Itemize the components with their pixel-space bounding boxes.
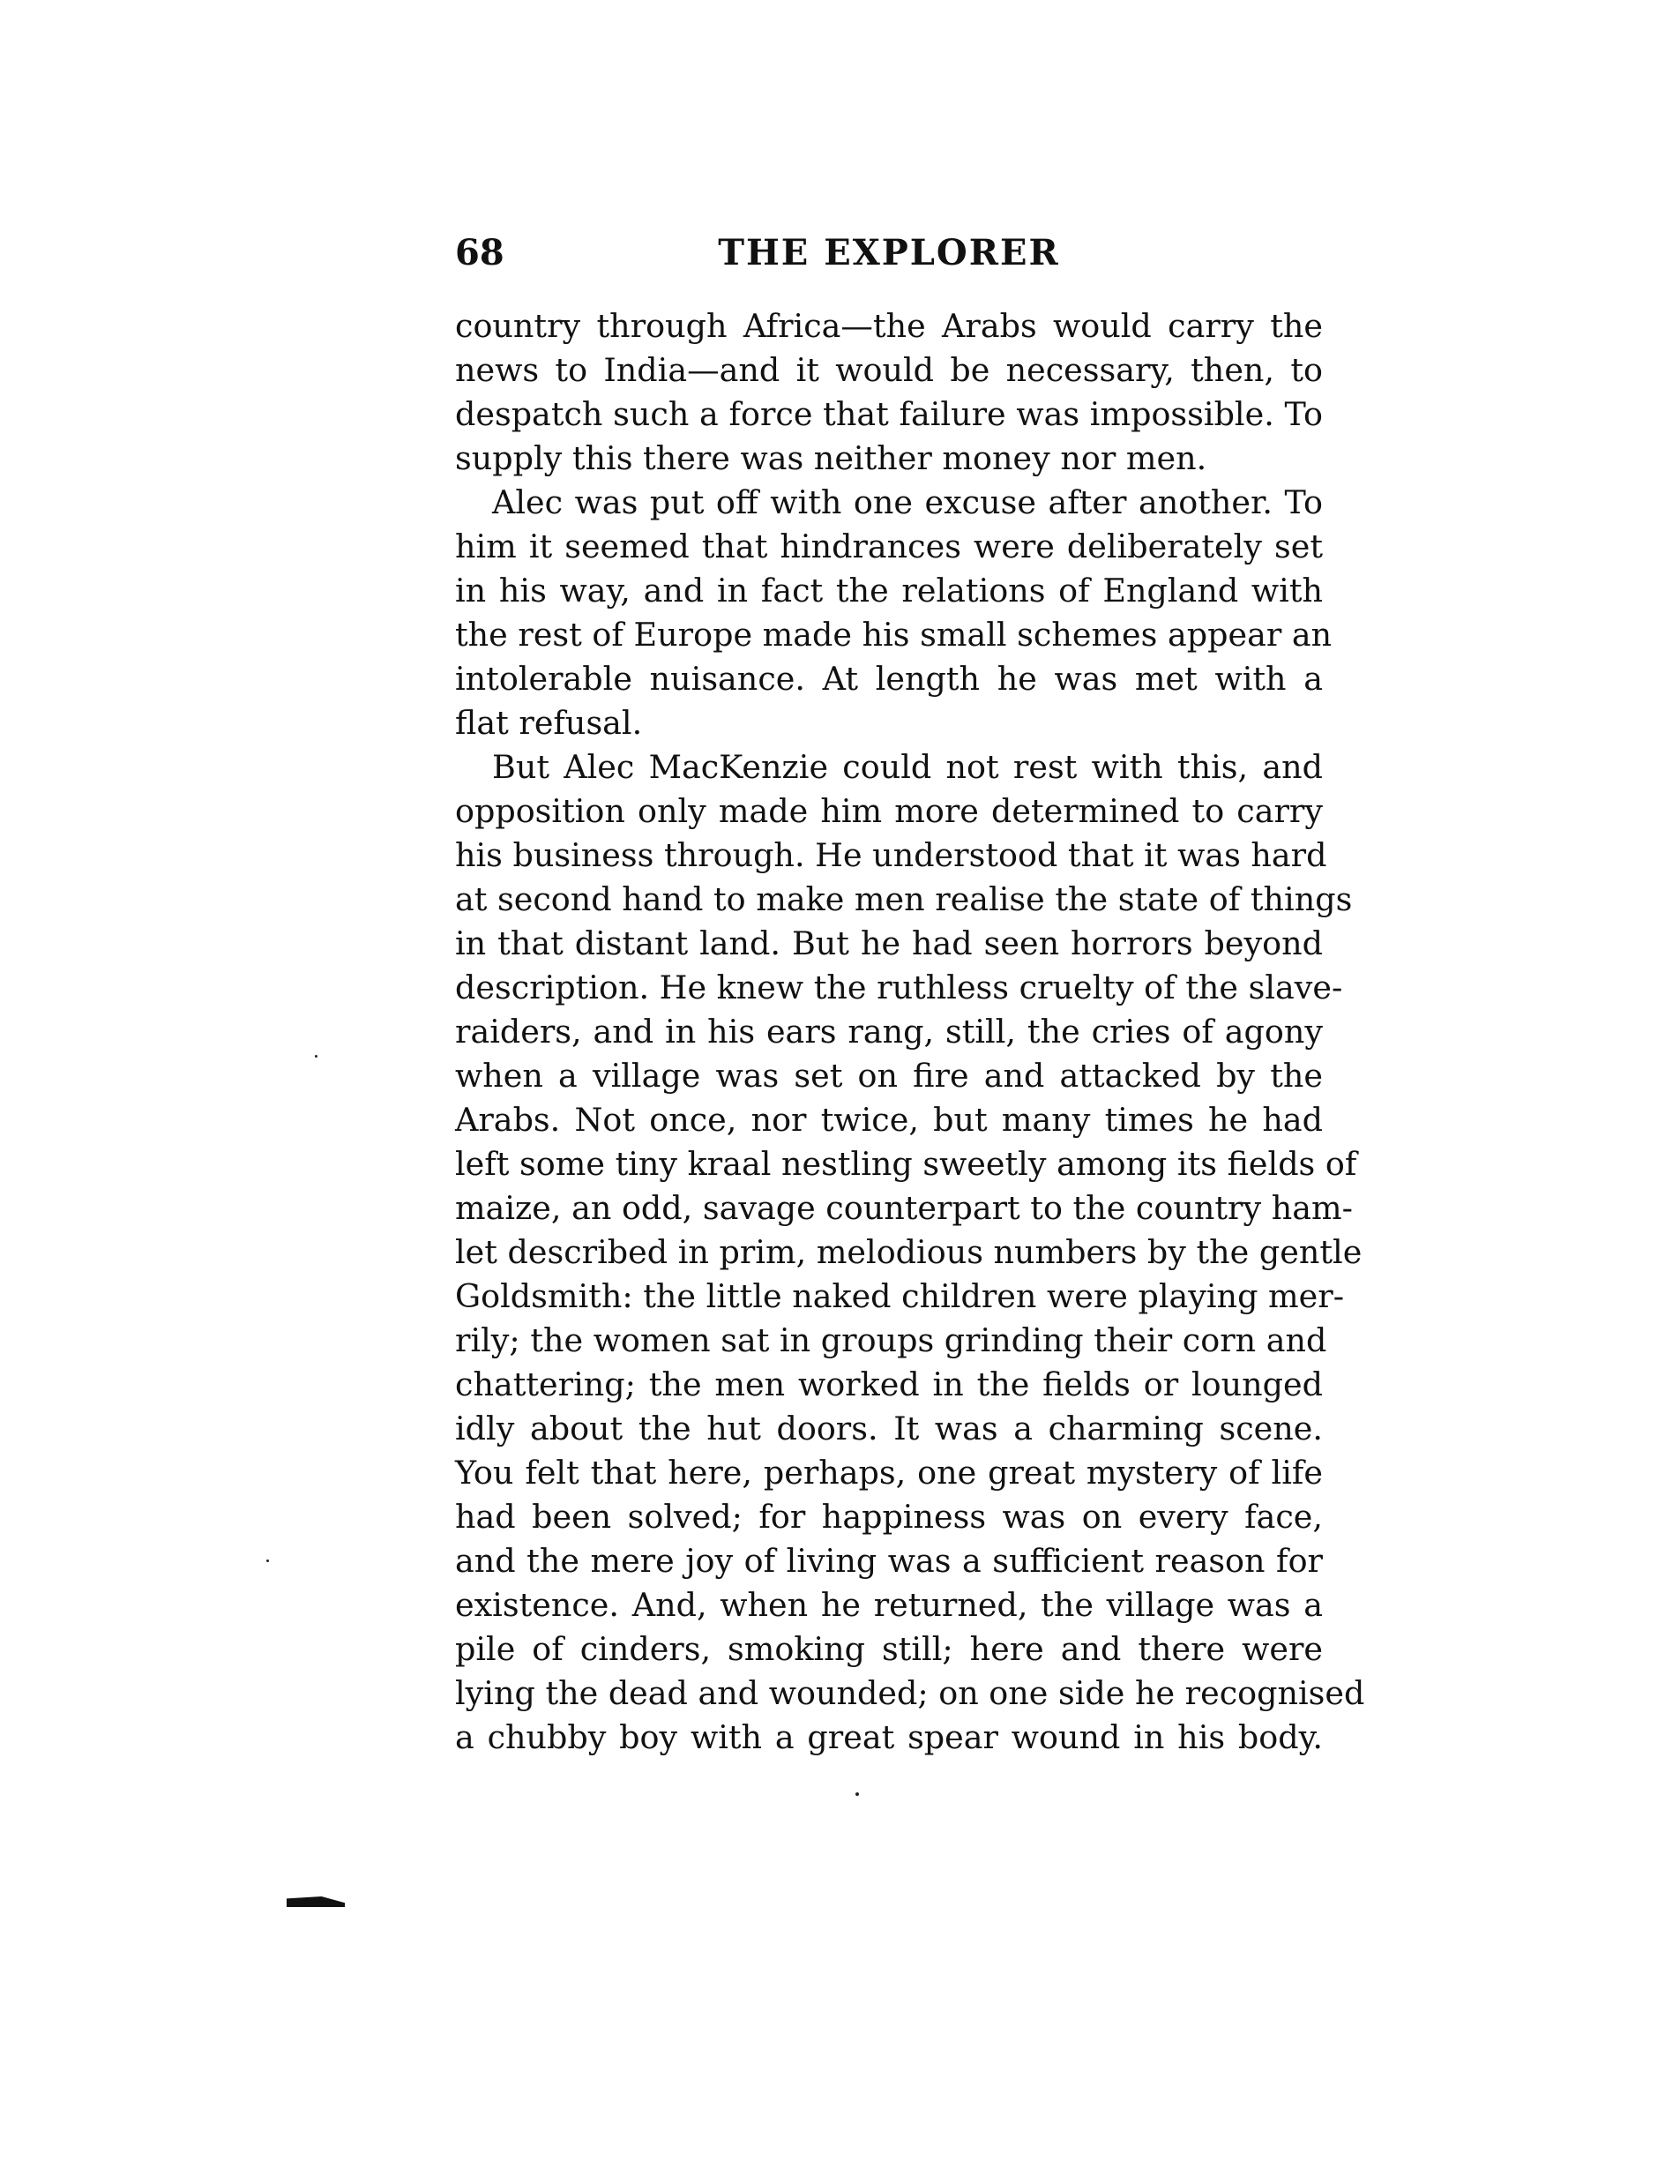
text-line: description. He knew the ruthless cruelty of the slave- [455, 969, 1343, 1006]
scan-smudge [287, 1896, 345, 1907]
text-line: despatch such a force that failure was impossible. To [455, 395, 1323, 433]
text-line: chattering; the men worked in the fields or lounged [455, 1365, 1323, 1403]
text-line: left some tiny kraal nestling sweetly among its fields of [455, 1145, 1357, 1183]
text-line: intolerable nuisance. At length he was met with a [455, 660, 1323, 698]
running-title: THE EXPLORER [718, 232, 1060, 273]
text-line: his business through. He understood that it was hard [455, 836, 1327, 874]
body-text [455, 304, 1365, 1760]
text-line: supply this there was neither money nor men. [455, 439, 1207, 477]
text-line: Arabs. Not once, nor twice, but many times he had [455, 1101, 1323, 1139]
text-line: Goldsmith: the little naked children were playing mer- [455, 1277, 1345, 1315]
text-line: You felt that here, perhaps, one great mystery of life [455, 1454, 1323, 1492]
text-line: existence. And, when he returned, the village was a [455, 1586, 1323, 1624]
text-line: at second hand to make men realise the state of things [455, 880, 1353, 918]
text-line: the rest of Europe made his small schemes appear an [455, 616, 1333, 654]
scan-speck [266, 1559, 269, 1562]
text-line: idly about the hut doors. It was a charming scene. [455, 1410, 1323, 1447]
text-line: had been solved; for happiness was on every face, [455, 1498, 1323, 1536]
text-line: let described in prim, melodious numbers by the gentle [455, 1233, 1363, 1271]
text-line: maize, an odd, savage counterpart to the country ham- [455, 1189, 1353, 1227]
text-line: raiders, and in his ears rang, still, the cries of agony [455, 1013, 1323, 1051]
page-number: 68 [455, 232, 504, 273]
text-line: But Alec MacKenzie could not rest with this, and [492, 748, 1323, 786]
text-line: country through Africa—the Arabs would carry the [455, 307, 1323, 345]
text-line: a chubby boy with a great spear wound in his body. [455, 1718, 1323, 1756]
text-line: rily; the women sat in groups grinding their corn and [455, 1321, 1327, 1359]
text-line: news to India—and it would be necessary, then, to [455, 351, 1323, 389]
text-line: opposition only made him more determined to carry [455, 792, 1323, 830]
text-line: him it seemed that hindrances were deliberately set [455, 527, 1323, 565]
text-line: lying the dead and wounded; on one side he recognised [455, 1674, 1365, 1712]
scan-speck [855, 1792, 859, 1796]
scan-speck [315, 1055, 317, 1058]
page-header [455, 231, 1323, 275]
text-line: when a village was set on fire and attacked by the [455, 1057, 1323, 1095]
text-line: pile of cinders, smoking still; here and there were [455, 1630, 1323, 1668]
text-line: flat refusal. [455, 704, 643, 742]
text-line: in his way, and in fact the relations of England with [455, 572, 1323, 610]
text-line: Alec was put off with one excuse after another. To [492, 483, 1323, 521]
text-line: and the mere joy of living was a sufficient reason for [455, 1542, 1323, 1580]
text-line: in that distant land. But he had seen horrors beyond [455, 924, 1323, 962]
